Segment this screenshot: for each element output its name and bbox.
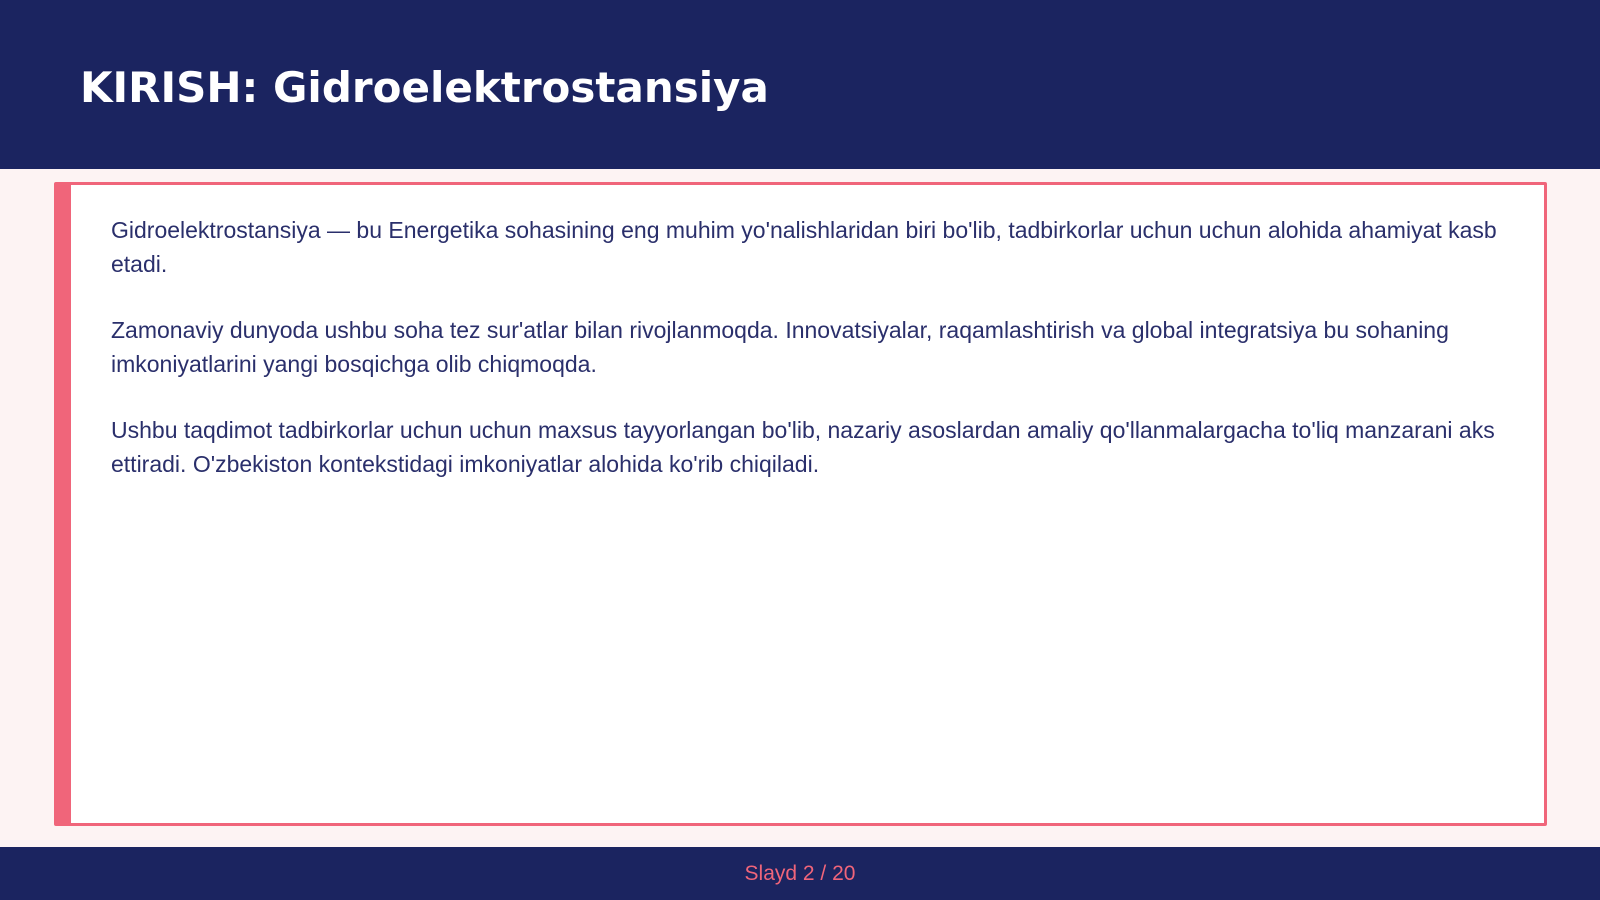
- content-body: [111, 213, 1511, 513]
- slide-title: KIRISH: Gidroelektrostansiya: [80, 63, 769, 112]
- content-card: [54, 182, 1547, 826]
- slide-number: Slayd 2 / 20: [744, 862, 856, 885]
- slide-footer: [0, 847, 1600, 900]
- slide-header: [0, 0, 1600, 169]
- content-paragraph: Ushbu taqdimot tadbirkorlar uchun uchun maxsus tayyorlangan bo'lib, nazariy asoslardan amaliy qo'llanmalargacha to'liq manzarani aks ettiradi. O'zbekiston kontekstidagi imkoniyatlar alohida ko'rib chiqiladi.: [111, 417, 1495, 477]
- content-paragraph: Gidroelektrostansiya — bu Energetika sohasining eng muhim yo'nalishlaridan biri bo'lib, tadbirkorlar uchun uchun alohida ahamiyat kasb etadi.: [111, 217, 1497, 277]
- content-paragraph: Zamonaviy dunyoda ushbu soha tez sur'atlar bilan rivojlanmoqda. Innovatsiyalar, raqamlashtirish va global integratsiya bu sohaning imkoniyatlarini yangi bosqichga olib chiqmoqda.: [111, 317, 1449, 377]
